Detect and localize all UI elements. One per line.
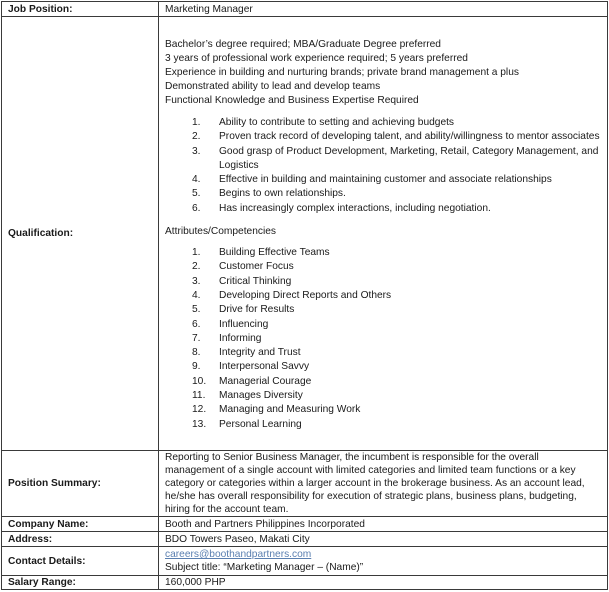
list-text: Interpersonal Savvy xyxy=(219,361,310,373)
list-text: Ability to contribute to setting and achieving budgets xyxy=(219,117,455,128)
list-number: 4. xyxy=(192,174,201,186)
company-name-label: Company Name: xyxy=(2,517,159,532)
list-text: Good grasp of Product Development, Marketing, Retail, Category Management, and Logistics xyxy=(219,145,599,171)
contact-details-label: Contact Details: xyxy=(2,547,159,576)
list-number: 12. xyxy=(192,404,207,416)
list-number: 6. xyxy=(192,202,201,214)
list-item xyxy=(165,260,601,274)
list-text: Personal Learning xyxy=(219,418,302,430)
list-number: 2. xyxy=(192,131,201,143)
row-company-name xyxy=(2,517,608,532)
list-item xyxy=(165,116,601,130)
job-position-value: Marketing Manager xyxy=(159,2,608,17)
position-summary-label: Position Summary: xyxy=(2,451,159,517)
list-text: Managing and Measuring Work xyxy=(219,404,361,416)
list-item xyxy=(165,418,601,432)
email-link[interactable]: careers@boothandpartners.com xyxy=(165,549,312,560)
list-number: 6. xyxy=(192,318,201,330)
list-text: Begins to own relationships. xyxy=(219,188,346,200)
list-number: 13. xyxy=(192,418,207,430)
attributes-heading: Attributes/Competencies xyxy=(165,226,276,238)
list-item xyxy=(165,202,601,216)
list-number: 4. xyxy=(192,289,201,301)
requirement-line: Experience in building and nurturing brands; private brand management a plus xyxy=(165,67,519,78)
list-item xyxy=(165,346,601,360)
email-subject: Subject title: “Marketing Manager – (Name)” xyxy=(165,562,364,573)
list-text: Developing Direct Reports and Others xyxy=(219,289,392,301)
requirement-line: 3 years of professional work experience required; 5 years preferred xyxy=(165,53,468,64)
list-number: 7. xyxy=(192,332,201,344)
list-item xyxy=(165,173,601,187)
row-job-position xyxy=(2,2,608,17)
list-number: 11. xyxy=(192,390,206,402)
list-text: Critical Thinking xyxy=(219,275,292,287)
address-value: BDO Towers Paseo, Makati City xyxy=(159,532,608,547)
job-position-label: Job Position: xyxy=(2,2,159,17)
salary-range-label: Salary Range: xyxy=(2,576,159,590)
position-summary-value: Reporting to Senior Business Manager, the incumbent is responsible for the overall management of a single account with limited categories and limited team functions or a key category or categories within a larger account in the brokerage business. As an account lead, he/she has overall responsibility for execution of strategic plans, business plans, budgeting, hiring for the account team. xyxy=(159,451,608,517)
list-text: Customer Focus xyxy=(219,261,294,273)
list-number: 5. xyxy=(192,304,201,316)
list-item xyxy=(165,289,601,303)
qualification-content xyxy=(159,17,608,451)
list-text: Informing xyxy=(219,332,262,344)
salary-range-value: 160,000 PHP xyxy=(159,576,608,590)
requirement-line: Functional Knowledge and Business Expertise Required xyxy=(165,95,419,106)
qualification-label: Qualification: xyxy=(2,17,159,451)
list-item xyxy=(165,403,601,417)
row-address xyxy=(2,532,608,547)
list-item xyxy=(165,303,601,317)
skills-list xyxy=(165,116,601,216)
list-text: Integrity and Trust xyxy=(219,347,301,359)
list-number: 1. xyxy=(192,247,201,259)
list-number: 10. xyxy=(192,375,207,387)
attributes-list xyxy=(165,246,601,432)
list-item xyxy=(165,130,601,144)
row-qualification xyxy=(2,17,608,451)
list-text: Managerial Courage xyxy=(219,375,312,387)
requirement-line: Bachelor’s degree required; MBA/Graduate Degree preferred xyxy=(165,39,441,50)
contact-details-value xyxy=(159,547,608,576)
list-number: 3. xyxy=(192,145,201,157)
job-posting-document xyxy=(0,1,609,592)
list-number: 3. xyxy=(192,275,201,287)
address-label: Address: xyxy=(2,532,159,547)
list-item xyxy=(165,318,601,332)
list-text: Building Effective Teams xyxy=(219,247,330,259)
list-text: Effective in building and maintaining customer and associate relationships xyxy=(219,174,552,186)
list-number: 2. xyxy=(192,261,201,273)
list-item xyxy=(165,375,601,389)
list-text: Has increasingly complex interactions, including negotiation. xyxy=(219,202,491,214)
company-name-value: Booth and Partners Philippines Incorporated xyxy=(159,517,608,532)
list-number: 9. xyxy=(192,361,201,373)
list-text: Influencing xyxy=(219,318,269,330)
list-text: Manages Diversity xyxy=(219,390,303,402)
list-item xyxy=(165,187,601,201)
row-contact-details xyxy=(2,547,608,576)
list-item xyxy=(165,275,601,289)
list-number: 8. xyxy=(192,347,201,359)
list-text: Proven track record of developing talent, and ability/willingness to mentor associates xyxy=(219,131,600,143)
qualification-requirements xyxy=(165,38,601,108)
list-item xyxy=(165,360,601,374)
list-text: Drive for Results xyxy=(219,304,295,316)
list-item xyxy=(165,389,601,403)
list-item xyxy=(165,145,601,174)
list-number: 5. xyxy=(192,188,201,200)
row-salary-range xyxy=(2,576,608,590)
list-item xyxy=(165,332,601,346)
job-details-table xyxy=(1,1,608,590)
list-item xyxy=(165,246,601,260)
requirement-line: Demonstrated ability to lead and develop teams xyxy=(165,81,381,92)
row-position-summary xyxy=(2,451,608,517)
list-number: 1. xyxy=(192,117,201,128)
